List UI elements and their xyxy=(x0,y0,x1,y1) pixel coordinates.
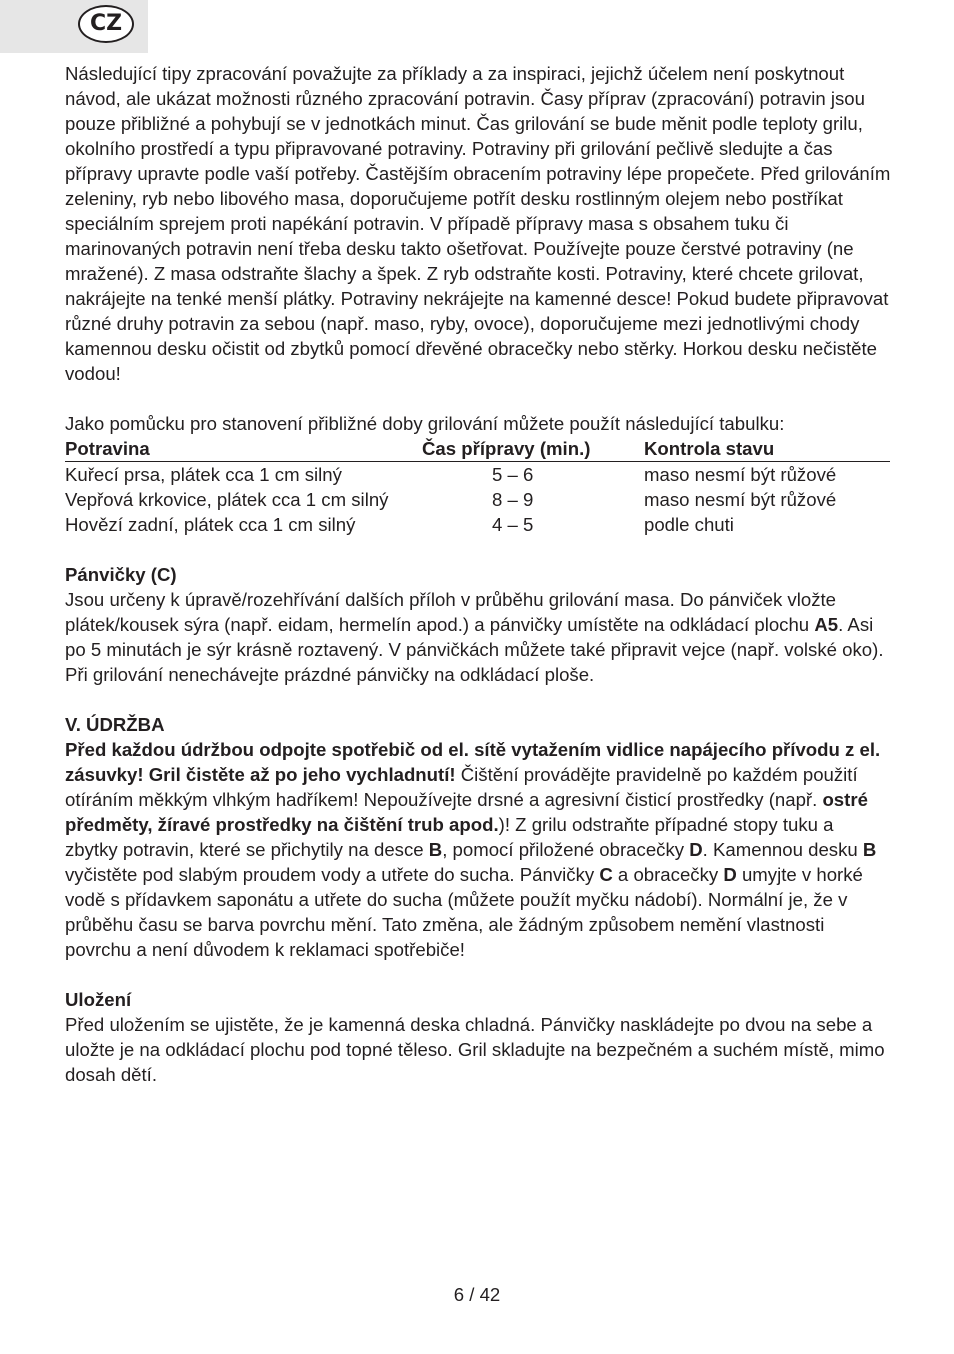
table-intro: Jako pomůcku pro stanovení přibližné doby grilování můžete použít následující tabulku: xyxy=(65,413,785,434)
page-number: 6 / 42 xyxy=(453,1284,501,1305)
table-cell-food: Vepřová krkovice, plátek cca 1 cm silný xyxy=(65,489,389,510)
table-row xyxy=(65,462,890,488)
table-row xyxy=(65,487,890,512)
table-header-row xyxy=(65,436,890,462)
storage-paragraph: Před uložením se ujistěte, že je kamenná deska chladná. Pánvičky naskládejte po dvou na sebe a uložte je na odkládací plochu pod topné těleso. Gril skladujte na bezpečném a suchém místě, mimo dosah dětí. xyxy=(65,1014,885,1085)
table-cell-check: podle chuti xyxy=(644,514,734,535)
maintenance-heading: V. ÚDRŽBA xyxy=(65,714,165,735)
table-header-check: Kontrola stavu xyxy=(644,436,890,462)
grilling-time-table xyxy=(65,436,890,537)
table-header-food: Potravina xyxy=(65,436,422,462)
table-cell-time: 8 – 9 xyxy=(492,489,534,510)
table-cell-check: maso nesmí být růžové xyxy=(644,464,837,485)
table-cell-food: Hovězí zadní, plátek cca 1 cm silný xyxy=(65,514,356,535)
page-content xyxy=(65,61,891,1087)
storage-heading: Uložení xyxy=(65,989,132,1010)
table-cell-time: 5 – 6 xyxy=(492,464,534,485)
maintenance-paragraph: Před každou údržbou odpojte spotřebič od el. sítě vytažením vidlice napájecího přívodu z el. zásuvky! Gril čistěte až po jeho vychladnutí! Čištění provádějte pravidelně po každém použití otíráním měkkým vlhkým hadříkem! Nepoužívejte drsné a agresivní čisticí prostředky (např. ostré předměty, žíravé prostředky na čištění trub apod.)! Z grilu odstraňte případné stopy tuku a zbytky potravin, které se přichytily na desce B, pomocí přiložené obracečky D. Kamennou desku B vyčistěte pod slabým proudem vody a utřete do sucha. Pánvičky C a obracečky D umyjte v horké vodě s přídavkem saponátu a utřete do sucha (můžete použít myčku nádobí). Normální je, že v průběhu času se barva povrchu mění. Tato změna, ale žádným způsobem nemění vlastnosti povrchu a není důvodem k reklamaci spotřebiče! xyxy=(65,739,881,960)
intro-paragraph: Následující tipy zpracování považujte za příklady a za inspiraci, jejichž účelem není poskytnout návod, ale ukázat možnosti různého zpracování potravin. Časy příprav (zpracování) potravin jsou pouze přibližné a pohybují se v jednotkách minut. Čas grilování se bude měnit podle teploty grilu, okolního prostředí a typu připravované potraviny. Potraviny při grilování pečlivě sledujte a čas přípravy upravte podle vaší potřeby. Častějším obracením potraviny lépe propečete. Před grilováním zeleniny, ryb nebo libového masa, doporučujeme potřít desku rostlinným olejem nebo postříkat speciálním sprejem proti napékání potravin. V případě přípravy masa s obsahem tuku či marinovaných potravin není třeba desku takto ošetřovat. Používejte pouze čerstvé potraviny (ne mražené). Z masa odstraňte šlachy a špek. Z ryb odstraňte kosti. Potraviny, které chcete grilovat, nakrájejte na tenké menší plátky. Potraviny nekrájejte na kamenné desce! Pokud budete připravovat různé druhy potravin za sebou (např. maso, ryby, ovoce), doporučujeme mezi jednotlivými chody kamennou desku očistit od zbytků pomocí dřevěné obracečky nebo stěrky. Horkou desku nečistěte vodou! xyxy=(65,63,891,384)
table-header-time: Čas přípravy (min.) xyxy=(422,436,644,462)
table-row xyxy=(65,512,890,537)
language-badge: CZ xyxy=(78,5,134,43)
table-cell-food: Kuřecí prsa, plátek cca 1 cm silný xyxy=(65,464,342,485)
table-cell-check: maso nesmí být růžové xyxy=(644,489,837,510)
table-cell-time: 4 – 5 xyxy=(492,514,534,535)
pans-heading: Pánvičky (C) xyxy=(65,564,177,585)
language-tab xyxy=(0,0,148,53)
pans-paragraph: Jsou určeny k úpravě/rozehřívání dalších příloh v průběhu grilování masa. Do pánviček vložte plátek/kousek sýra (např. eidam, hermelín apod.) a pánvičky umístěte na odkládací plochu A5. Asi po 5 minutách je sýr krásně roztavený. V pánvičkách můžete také připravit vejce (např. volské oko). Při grilování nenechávejte prázdné pánvičky na odkládací ploše. xyxy=(65,589,884,685)
